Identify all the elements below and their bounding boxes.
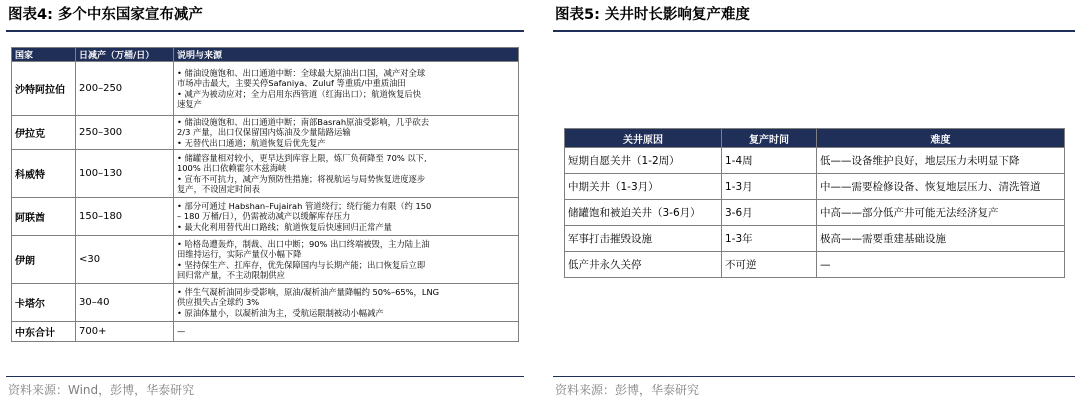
figure-4-source-rule: [6, 376, 524, 377]
table-row: [565, 200, 1065, 226]
daily-cut-cell: 200–250: [76, 62, 174, 116]
table-row: [565, 252, 1065, 278]
note-line: • 坚持保生产、扛库存，优先保障国内与长期产能；出口恢复后立即: [177, 259, 426, 270]
figure-5-title-rule: [553, 30, 1075, 32]
note-line: 市场冲击最大，主要关停Safaniya、Zuluf 等重质/中重质油田: [177, 78, 406, 88]
country-cell: 阿联酋: [12, 198, 76, 236]
note-line: 供应损失占全球约 3%: [177, 297, 260, 308]
shutdown-reason-cell: 储罐饱和被迫关井（3-6月）: [565, 200, 722, 226]
country-cell: 沙特阿拉伯: [12, 62, 76, 116]
daily-cut-cell: 700+: [76, 322, 174, 342]
well-shutdown-table: [564, 128, 1065, 278]
table-row: [12, 236, 519, 284]
difficulty-cell: 极高——需要重建基础设施: [817, 226, 1065, 252]
header-difficulty: 难度: [817, 129, 1065, 148]
country-cell: 卡塔尔: [12, 284, 76, 322]
restart-time-cell: 不可逆: [722, 252, 817, 278]
note-line: • 最大化利用替代出口路线；航道恢复后快速回归正常产量: [177, 221, 392, 232]
shutdown-reason-cell: 短期自愿关井（1-2周）: [565, 148, 722, 174]
restart-time-cell: 1-3月: [722, 174, 817, 200]
note-line: 田维持运行，实际产量仅小幅下降: [177, 249, 302, 259]
figure-5-source-rule: [553, 376, 1075, 377]
table-row: [565, 226, 1065, 252]
note-line: • 原油体量小，以凝析油为主，受航运限制被动小幅减产: [177, 307, 384, 318]
figure-5-source: 资料来源：彭博，华泰研究: [555, 383, 700, 397]
country-cell: 伊拉克: [12, 116, 76, 150]
figure-4-panel: [6, 0, 524, 397]
note-line: 100% 出口依赖霍尔木兹海峡: [177, 163, 287, 173]
middle-east-cuts-table: [11, 47, 519, 342]
difficulty-cell: —: [817, 252, 1065, 278]
note-line: • 部分可通过 Habshan–Fujairah 管道绕行；绕行能力有限（约 150: [177, 200, 432, 211]
note-line: 回归常产量，不主动限制供应: [177, 270, 285, 280]
table-header-row: [565, 129, 1065, 148]
country-cell: 中东合计: [12, 322, 76, 342]
note-line: • 储油设施饱和、出口通道中断：全球最大原油出口国，减产对全球: [177, 67, 426, 78]
note-line: • 储罐容量相对较小，更早达到库容上限，炼厂负荷降至 70% 以下,: [177, 152, 427, 163]
difficulty-cell: 中——需要检修设备、恢复地层压力、清洗管道: [817, 174, 1065, 200]
figure-5-title: 图表5: 关井时长影响复产难度: [555, 7, 750, 23]
notes-cell: [174, 236, 519, 284]
figure-4-title-rule: [6, 30, 524, 32]
table-body: [12, 62, 519, 342]
table-body: [565, 148, 1065, 278]
note-line: 速复产: [177, 99, 202, 109]
note-line: • 哈格岛遭轰炸，制裁、出口中断；90% 出口终端被毁，主力陆上油: [177, 238, 430, 249]
shutdown-reason-cell: 中期关井（1-3月）: [565, 174, 722, 200]
note-line: • 储油设施饱和、出口通道中断；南部Basrah原油受影响，几乎砍去: [177, 116, 430, 127]
figure-5-panel: [553, 0, 1075, 397]
table-row: [12, 62, 519, 116]
figure-4-source: 资料来源：Wind，彭博，华泰研究: [8, 383, 195, 397]
table-row: [12, 150, 519, 198]
header-daily-cut: 日减产（万桶/日）: [76, 48, 174, 62]
note-line: • 减产为被动应对；全力启用东西管道（红海出口）；航道恢复后快: [177, 88, 421, 99]
table-header-row: [12, 48, 519, 62]
notes-cell: [174, 116, 519, 150]
difficulty-cell: 中高——部分低产井可能无法经济复产: [817, 200, 1065, 226]
restart-time-cell: 1-3年: [722, 226, 817, 252]
daily-cut-cell: 30–40: [76, 284, 174, 322]
figure-4-title: 图表4: 多个中东国家宣布减产: [8, 7, 203, 23]
restart-time-cell: 1-4周: [722, 148, 817, 174]
difficulty-cell: 低——设备维护良好，地层压力未明显下降: [817, 148, 1065, 174]
table-row: [12, 198, 519, 236]
country-cell: 伊朗: [12, 236, 76, 284]
table-row: [12, 284, 519, 322]
header-restart-time: 复产时间: [722, 129, 817, 148]
note-line: – 180 万桶/日），仍需被动减产以缓解库存压力: [177, 211, 351, 222]
note-line: • 宣布不可抗力，减产为预防性措施；将视航运与局势恢复进度逐步: [177, 173, 426, 184]
notes-cell: [174, 322, 519, 342]
notes-cell: [174, 62, 519, 116]
shutdown-reason-cell: 低产井永久关停: [565, 252, 722, 278]
note-line: • 伴生气凝析油同步受影响，原油/凝析油产量降幅约 50%–65%，LNG: [177, 286, 440, 297]
notes-cell: [174, 198, 519, 236]
table-row: [565, 148, 1065, 174]
note-line: 复产，不设固定时间表: [177, 184, 260, 194]
header-notes: 说明与来源: [174, 48, 519, 62]
country-cell: 科威特: [12, 150, 76, 198]
table-row: [565, 174, 1065, 200]
header-shutdown-reason: 关井原因: [565, 129, 722, 148]
notes-cell: [174, 150, 519, 198]
note-line: —: [177, 326, 186, 337]
daily-cut-cell: <30: [76, 236, 174, 284]
note-line: 2/3 产量，出口仅保留国内炼油及少量陆路运输: [177, 127, 351, 138]
header-country: 国家: [12, 48, 76, 62]
table-row: [12, 322, 519, 342]
daily-cut-cell: 100–130: [76, 150, 174, 198]
table-row: [12, 116, 519, 150]
note-line: • 无替代出口通道；航道恢复后优先复产: [177, 137, 326, 148]
notes-cell: [174, 284, 519, 322]
restart-time-cell: 3-6月: [722, 200, 817, 226]
shutdown-reason-cell: 军事打击摧毁设施: [565, 226, 722, 252]
daily-cut-cell: 250–300: [76, 116, 174, 150]
daily-cut-cell: 150–180: [76, 198, 174, 236]
